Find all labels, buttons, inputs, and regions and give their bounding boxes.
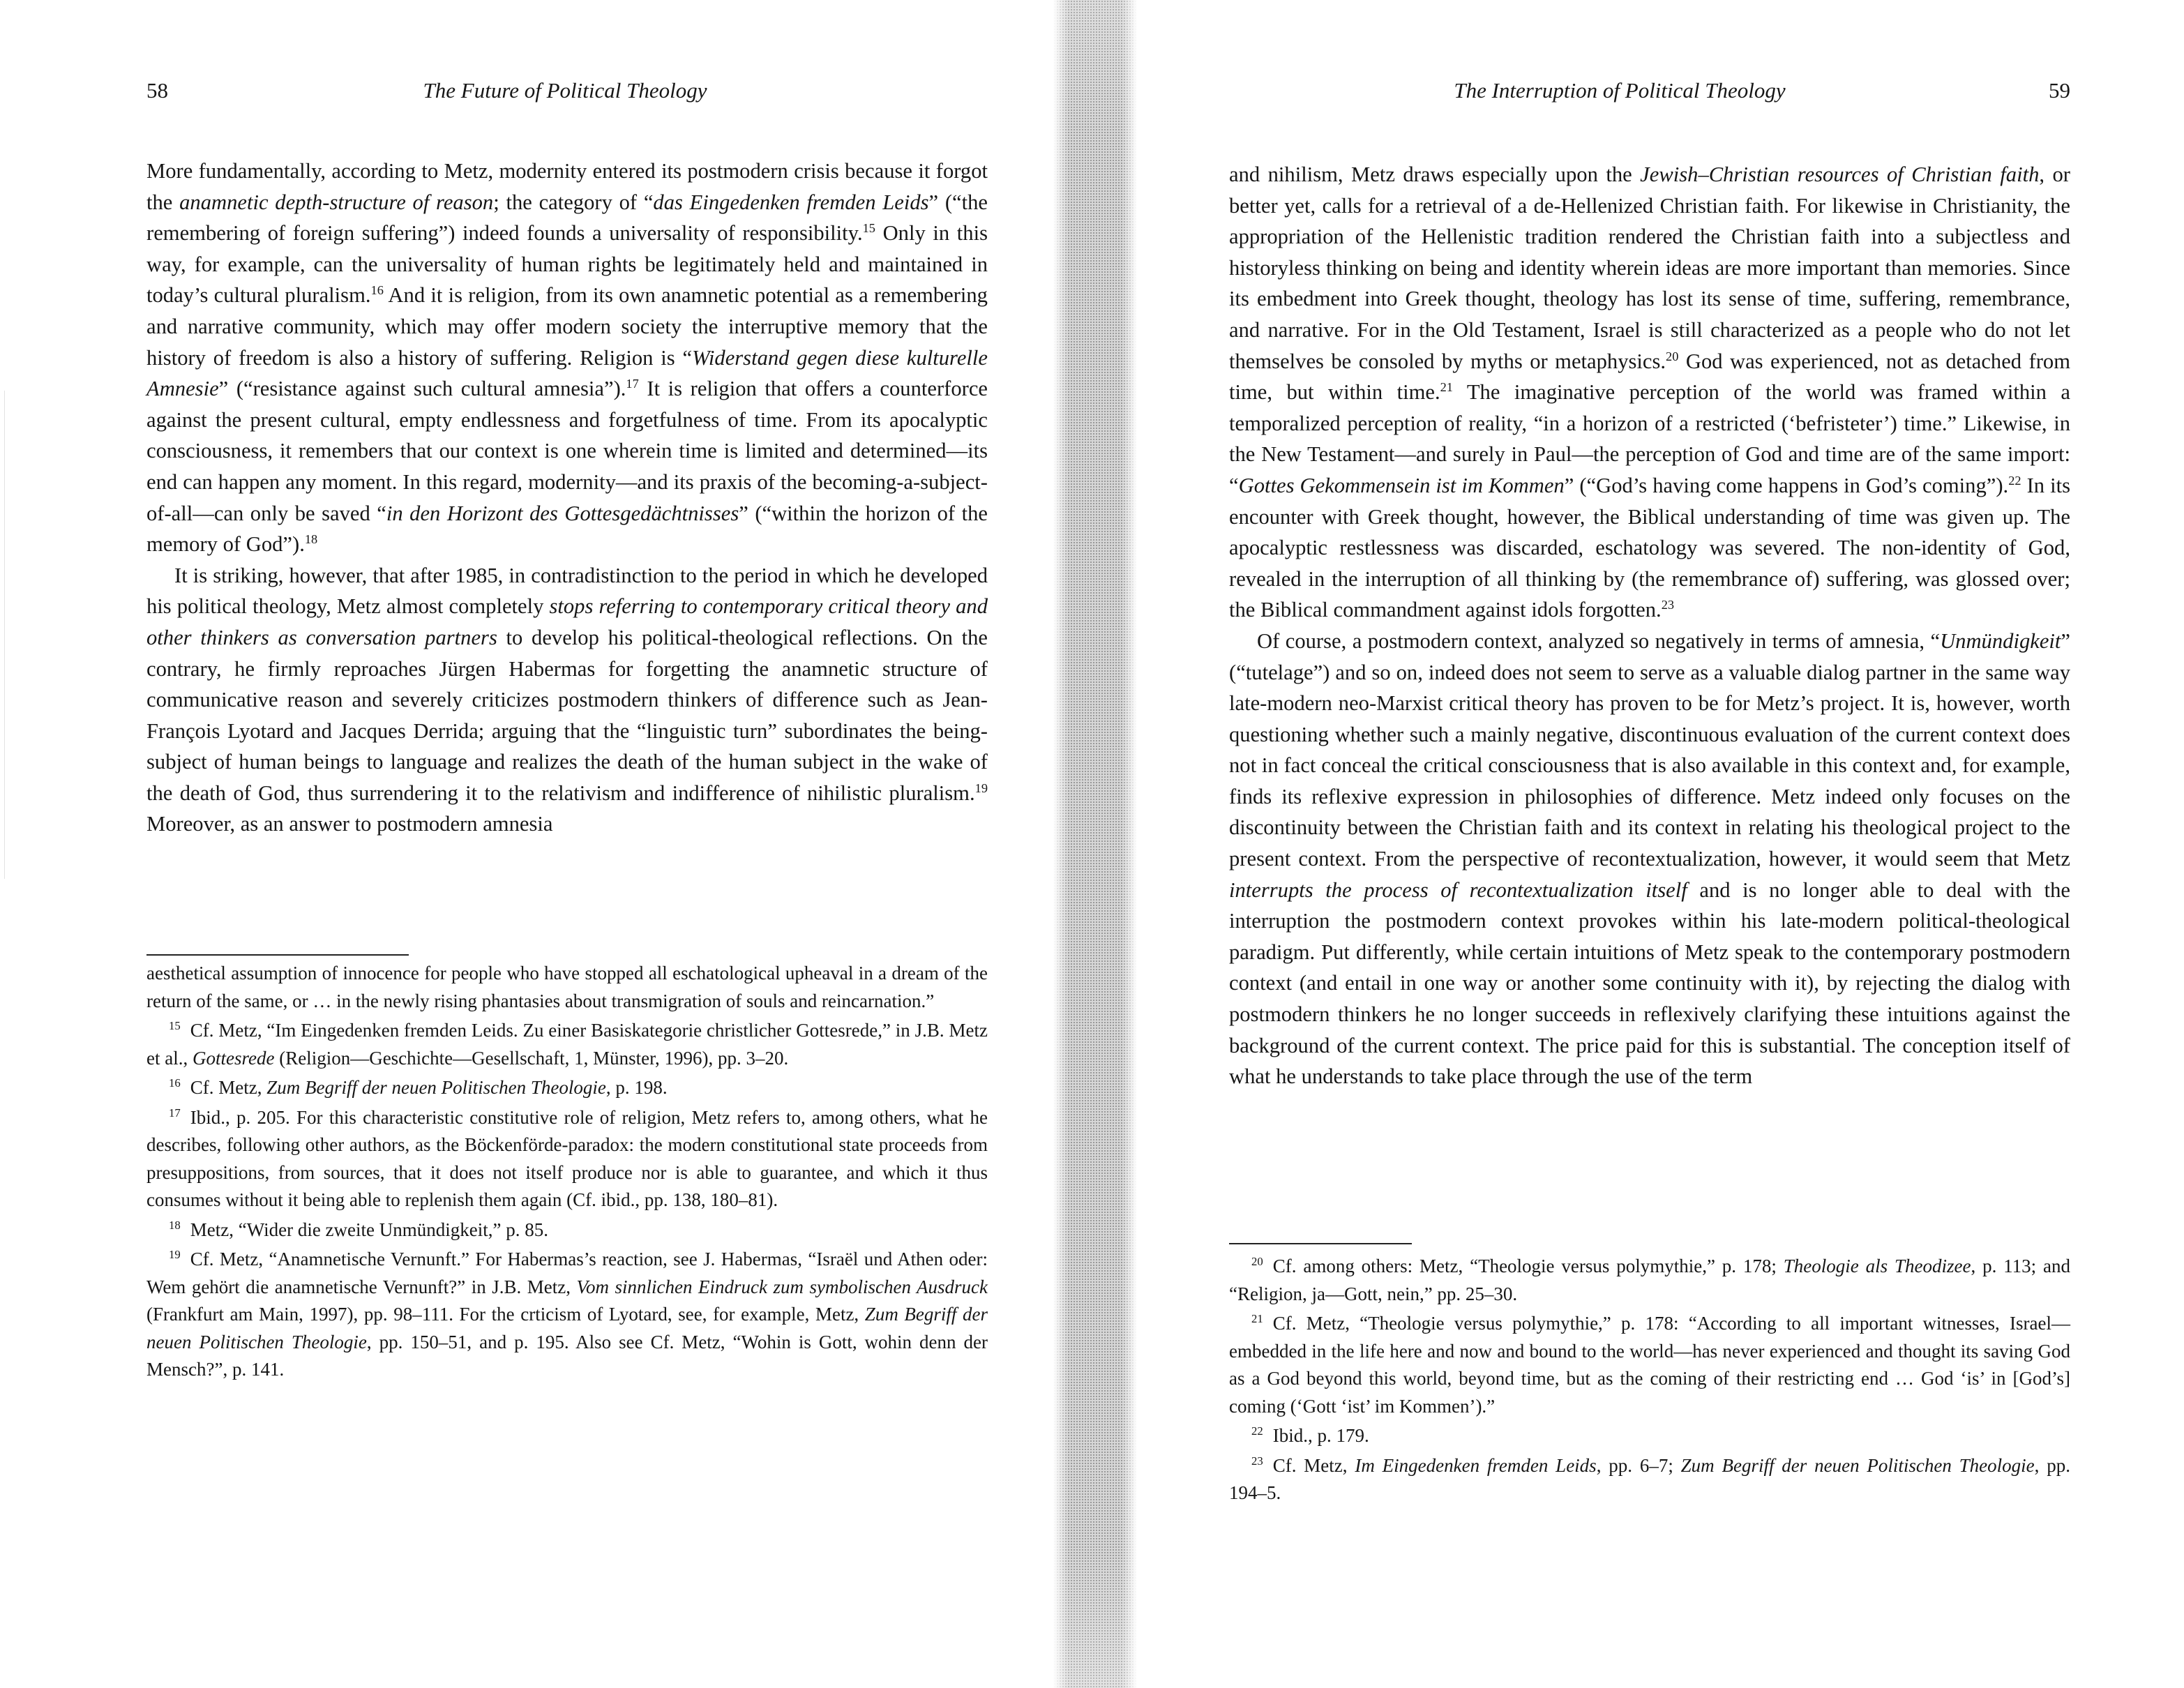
footnote: [146, 1104, 988, 1214]
running-head: [1229, 78, 2070, 120]
footnote-number: 19: [169, 1248, 181, 1261]
text-run: Moreover, as an answer to postmodern amnesia: [146, 812, 553, 836]
footnote: [146, 960, 988, 1015]
italic-text: Unmündigkeit: [1940, 628, 2061, 653]
italic-text: Widerstand gegen diese kulturelle Amnesie: [146, 345, 988, 401]
text-run: ” (“resistance against such cultural amnesia”).: [218, 377, 626, 401]
running-head: [146, 78, 988, 120]
paragraph: [146, 156, 988, 560]
italic-text: Zum Begriff der neuen Politischen Theologie: [146, 1304, 988, 1352]
note-reference: 19: [974, 781, 988, 795]
text-run: It is religion that offers a counterforce against the present cultural, empty endlessness and forgetfulness of time. From its apocalyptic consciousness, it remembers that our context is one wherein time is limited and determined—its end can happen any moment. In this regard, modernity—and its praxis of the becoming-a-subject-of-all—can only be saved “: [146, 377, 988, 525]
text-run: More fundamentally, according to Metz, modernity entered its postmodern crisis because it forgot the: [146, 159, 988, 214]
text-run: , p. 198.: [605, 1077, 668, 1098]
gutter-shading: [1053, 0, 1137, 1688]
text-run: (Religion—Geschichte—Gesellschaft, 1, Münster, 1996), pp. 3–20.: [274, 1047, 789, 1069]
footnote-number: 23: [1251, 1454, 1263, 1468]
note-reference: 15: [862, 221, 875, 235]
text-run: Of course, a postmodern context, analyzed so negatively in terms of amnesia, “: [1257, 628, 1941, 653]
footnote-number: 17: [169, 1106, 181, 1120]
text-run: , or better yet, calls for a retrieval of a de-Hellenized Christian faith. For likewise in Christianity, the appropriation of the Hellenistic tradition rendered the Christian faith into a subjectless and historyless thinking on being and identity wherein ideas are more important than memories. Since its embedment into Greek thought, theology has lost its sense of time, suffering, remembrance, and narrative. For in the Old Testament, Israel is still characterized as a people who do not let themselves be consoled by myths or metaphysics.: [1229, 163, 2070, 373]
text-run: Ibid., p. 179.: [1272, 1425, 1369, 1446]
footnote-number: 20: [1251, 1255, 1263, 1268]
text-run: Cf. Metz, “Im Eingedenken fremden Leids. Zu einer Basiskategorie christlicher Gottesrede,” in J.B. Metz et al.,: [146, 1020, 988, 1069]
footnote: [146, 1216, 988, 1244]
text-run: ” (“within the horizon of the memory of God”).: [146, 501, 988, 557]
text-run: Cf. Metz,: [1272, 1454, 1355, 1476]
italic-text: stops referring to contemporary critical theory and other thinkers as conversation partners: [146, 594, 988, 649]
footnote-number: 18: [169, 1218, 181, 1232]
italic-text: Vom sinnlichen Eindruck zum symbolischen Ausdruck: [576, 1276, 988, 1297]
italic-text: interrupts the process of recontextualization itself: [1229, 877, 1687, 902]
footnote: [146, 1074, 988, 1102]
footnote-number: 22: [1251, 1424, 1263, 1438]
footnote: [146, 1017, 988, 1072]
footnote: [1229, 1452, 2070, 1507]
text-run: ” (“God’s having come happens in God’s coming”).: [1564, 473, 2009, 497]
text-run: to develop his political-theological reflections. On the contrary, he firmly reproaches Jürgen Habermas for forgetting the anamnetic structure of communicative reason and severely criticizes postmodern thinkers of difference such as Jean-François Lyotard and Jacques Derrida; arguing that the “linguistic turn” subordinates the being-subject of human beings to language and realizes the death of the human subject in the wake of the death of God, thus surrendering it to the relativism and indifference of nihilistic pluralism.: [146, 625, 988, 805]
footnote: [1229, 1422, 2070, 1450]
note-reference: 16: [370, 283, 384, 298]
italic-text: Im Eingedenken fremden Leids: [1355, 1454, 1597, 1476]
footnote-rule: [146, 954, 409, 956]
italic-text: das Eingedenken fremden Leids: [653, 190, 929, 214]
italic-text: Gottes Gekommensein ist im Kommen: [1238, 473, 1565, 497]
italic-text: anamnetic depth-structure of reason: [179, 190, 494, 214]
footnote: [1229, 1310, 2070, 1420]
text-run: Cf. Metz,: [190, 1077, 267, 1098]
note-reference: 22: [2008, 473, 2021, 488]
note-reference: 20: [1666, 349, 1679, 363]
text-run: Metz, “Wider die zweite Unmündigkeit,” p. 85.: [190, 1219, 548, 1240]
running-head-title: The Future of Political Theology: [423, 78, 707, 103]
paragraph: [1229, 626, 2070, 1092]
text-run: aesthetical assumption of innocence for people who have stopped all eschatological upheaval in a dream of the return of the same, or … in the newly rising phantasies about transmigration of souls and reincarnation.”: [146, 963, 988, 1011]
text-run: , pp. 6–7;: [1596, 1454, 1681, 1476]
text-run: ; the category of “: [493, 190, 654, 214]
page-number: 59: [2049, 78, 2070, 103]
text-run: , pp. 194–5.: [1229, 1454, 2070, 1503]
footnote-rule: [1229, 1243, 1412, 1244]
text-run: , p. 113; and “Religion, ja—Gott, nein,” pp. 25–30.: [1229, 1256, 2071, 1304]
text-run: Only in this way, for example, can the universality of human rights be legitimately held and maintained in today’s cultural pluralism.: [146, 221, 988, 308]
note-reference: 21: [1440, 379, 1453, 394]
text-run: and is no longer able to deal with the interruption the postmodern context provokes within his late-modern political-theological paradigm. Put differently, while certain intuitions of Metz speak to the contemporary postmodern context (and entail in one way or another some continuity with it), by rejecting the dialog with postmodern thinkers he no longer succeeds in reflexively clarifying these intuitions against the background of the current context. The price paid for this is substantial. The conception itself of what he understands to take place through the use of the term: [1229, 877, 2070, 1089]
footnote: [146, 1246, 988, 1384]
italic-text: Jewish–Christian resources of Christian faith: [1640, 163, 2040, 186]
note-reference: 18: [304, 532, 318, 546]
text-run: ” (“the remembering of foreign suffering”) indeed founds a universality of responsibility.: [146, 190, 988, 246]
footnotes: [146, 960, 988, 1386]
text-run: Cf. Metz, “Theologie versus polymythie,” p. 178: “According to all important witnesses, Israel—embedded in the life here and now and bound to the world—has never experienced and thought its saving God as a God beyond this world, beyond time, but as the coming of their restricting end … God ‘is’ in [God’s] coming (‘Gott ‘ist’ im Kommen’).”: [1229, 1313, 2070, 1417]
text-run: God was experienced, not as detached from time, but within time.: [1229, 349, 2071, 405]
italic-text: Gottesrede: [192, 1047, 275, 1069]
paragraph: [1229, 159, 2070, 626]
text-run: Cf. Metz, “Anamnetische Vernunft.” For Habermas’s reaction, see J. Habermas, “Israël und Athen oder: Wem gehört die anamnetische Vernunft?” in J.B. Metz,: [146, 1249, 988, 1297]
text-run: ” (“tutelage”) and so on, indeed does not seem to serve as a valuable dialog partner in the same way late-modern neo-Marxist critical theory has proven to be for Metz’s project. It is, however, worth questioning whether such a mainly negative, discontinuous evaluation of the current context does not in fact conceal the critical consciousness that is also available in this context and, for example, finds its reflexive expression in philosophies of difference. Metz indeed only focuses on the discontinuity between the Christian faith and its context in relating his theological project to the present context. From the perspective of recontextualization, however, it would seem that Metz: [1229, 628, 2070, 871]
page-edge-mark: [4, 391, 5, 879]
text-run: In its encounter with Greek thought, however, the Biblical understanding of time was given up. The apocalyptic restlessness was discarded, eschatology was severed. The non-identity of God, revealed in the interruption of all thinking by (the remembrance of) suffering, was glossed over; the Biblical commandment against idols forgotten.: [1229, 473, 2070, 622]
footnote-number: 15: [169, 1019, 181, 1032]
note-reference: 17: [626, 376, 639, 391]
body-text: [146, 156, 988, 840]
text-run: Cf. among others: Metz, “Theologie versus polymythie,” p. 178;: [1272, 1256, 1784, 1276]
text-run: Ibid., p. 205. For this characteristic constitutive role of religion, Metz refers to, among others, what he describes, following other authors, as the Böckenförde-paradox: the modern constitutional state proceeds from presuppositions, from sources, that it does not itself produce nor is able to guarantee, and which it thus consumes without it being able to replenish them again (Cf. ibid., pp. 138, 180–81).: [146, 1106, 988, 1210]
italic-text: Zum Begriff der neuen Politischen Theologie: [266, 1077, 606, 1098]
text-run: It is striking, however, that after 1985, in contradistinction to the period in which he developed his political theology, Metz almost completely: [146, 563, 988, 619]
running-head-title: The Interruption of Political Theology: [1454, 78, 1786, 103]
text-run: And it is religion, from its own anamnetic potential as a remembering and narrative community, which may offer modern society the interruptive memory that the history of freedom is also a history of suffering. Religion is “: [146, 283, 988, 370]
text-run: (Frankfurt am Main, 1997), pp. 98–111. For the crticism of Lyotard, see, for example, Metz,: [146, 1304, 865, 1325]
page-number: 58: [146, 78, 168, 103]
footnote-number: 16: [169, 1076, 181, 1090]
body-text: [1229, 159, 2070, 1092]
footnotes: [1229, 1253, 2070, 1509]
italic-text: in den Horizont des Gottesgedächtnisses: [386, 501, 739, 525]
text-run: The imaginative perception of the world was framed within a temporalized perception of reality, “in a horizon of a restricted (‘befristeter’) time.” Likewise, in the New Testament—and surely in Paul—the perception of God and time are of the same import: “: [1229, 380, 2070, 497]
italic-text: Zum Begriff der neuen Politischen Theologie: [1680, 1454, 2035, 1476]
footnote: [1229, 1253, 2070, 1308]
note-reference: 23: [1661, 598, 1675, 612]
footnote-number: 21: [1251, 1312, 1263, 1325]
paragraph: [146, 560, 988, 840]
text-run: , pp. 150–51, and p. 195. Also see Cf. Metz, “Wohin is Gott, wohin denn der Mensch?”, p. 141.: [146, 1331, 988, 1380]
italic-text: Theologie als Theodizee: [1783, 1256, 1971, 1276]
text-run: and nihilism, Metz draws especially upon the: [1229, 163, 1641, 186]
